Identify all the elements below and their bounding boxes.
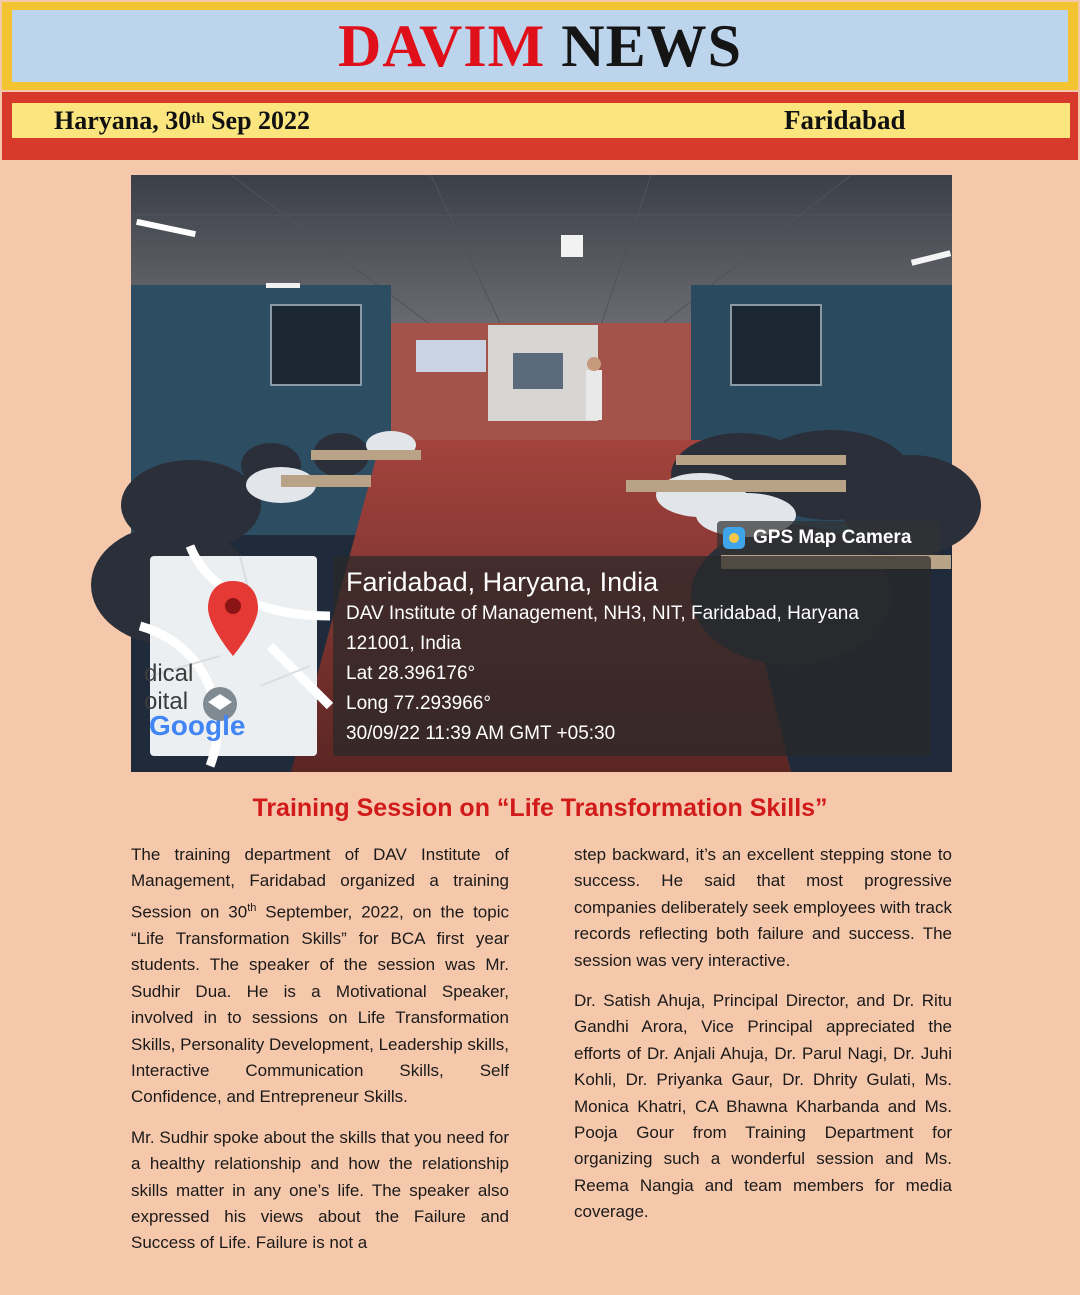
article-paragraph: step backward, it’s an excellent stepping stone to success. He said that most progressive companies deliberately seek employees with track records reflecting both failure and success. The session was very interactive. (574, 845, 952, 970)
gps-camera-watermark: GPS Map Camera (717, 521, 939, 555)
gps-latitude: Lat 28.396176° (346, 663, 476, 684)
article-paragraph: The training department of DAV Institute of Management, Faridabad organized a training Session on 30th September, 2022, on the topic “Life Transformation Skills” for BCA first year students. The speaker of the session was Mr. Sudhir Dua. He is a Motivational Speaker, involved in to sessions on Life Transformation Skills, Personality Development, Leadership skills, Interactive Communication Skills, Self Confidence, and Entrepreneur Skills. (131, 845, 509, 1107)
google-logo: Google (149, 710, 246, 741)
masthead (12, 10, 1068, 82)
map-thumbnail (144, 556, 317, 756)
article-headline: Training Session on “Life Transformation Skills” (252, 794, 828, 822)
gps-camera-app-icon (723, 527, 745, 549)
article-column-left (131, 842, 509, 1257)
article-paragraph: Mr. Sudhir spoke about the skills that you need for a healthy relationship and how the relationship skills matter in any one’s life. The speaker also expressed his views about the Failure and Success of Life. Failure is not a (131, 1127, 509, 1253)
issue-date: Haryana, 30th Sep 2022 (54, 106, 311, 135)
gps-address-line-2: 121001, India (346, 633, 462, 654)
article-paragraph: Dr. Satish Ahuja, Principal Director, and Dr. Ritu Gandhi Arora, Vice Principal appreciated the efforts of Dr. Anjali Ahuja, Dr. Parul Nagi, Dr. Juhi Kohli, Dr. Priyanka Gaur, Dr. Dhrity Gulati, Ms. Monica Khatri, CA Bhawna Kharbanda and Ms. Pooja Gour from Training Department for organizing such a wonderful session and Ms. Reema Nangia and team members for media coverage. (574, 991, 952, 1222)
map-label-partial-1: dical (144, 660, 194, 687)
article-column-right (574, 842, 952, 1226)
gps-timestamp: 30/09/22 11:39 AM GMT +05:30 (346, 723, 616, 744)
gps-address-line-1: DAV Institute of Management, NH3, NIT, Faridabad, Haryana (346, 603, 859, 624)
map-label-partial-2: oital (144, 688, 189, 715)
issue-location: Faridabad (784, 105, 906, 135)
gps-longitude: Long 77.293966° (346, 693, 491, 714)
gps-location-title: Faridabad, Haryana, India (346, 567, 659, 597)
event-photo (131, 175, 952, 772)
newsletter-title: DAVIM NEWS (338, 13, 742, 79)
map-pin-icon (208, 581, 258, 656)
